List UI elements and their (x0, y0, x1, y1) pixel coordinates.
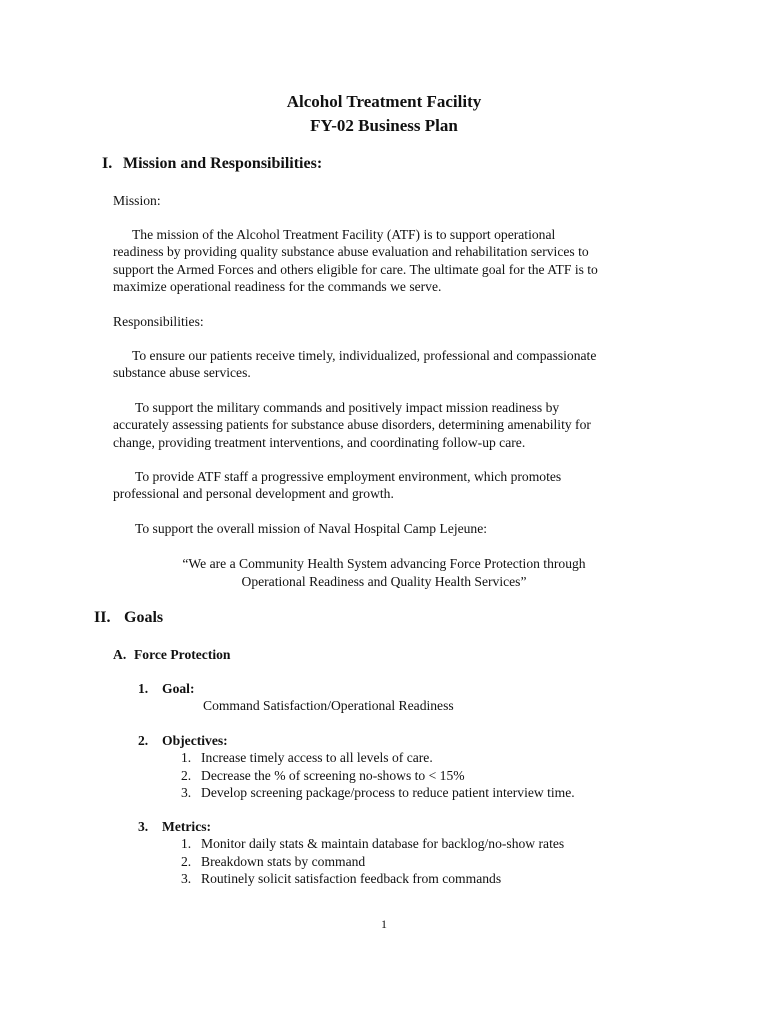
objective-number: 2. (181, 768, 192, 783)
responsibility-1-paragraph (113, 347, 653, 382)
objective-number: 1. (181, 750, 192, 765)
responsibility-line: To provide ATF staff a progressive employment environment, which promotes (135, 469, 562, 484)
responsibility-4-text: To support the overall mission of Naval Hospital Camp Lejeune: (135, 521, 488, 536)
metric-item (181, 870, 501, 887)
objectives-number: 2. (138, 733, 149, 748)
responsibility-line: substance abuse services. (113, 365, 251, 381)
objective-item (181, 749, 433, 766)
responsibility-line: professional and personal development and growth. (113, 486, 394, 502)
goal-number: 1. (138, 681, 149, 696)
mission-line: readiness by providing quality substance abuse evaluation and rehabilitation services to (113, 244, 589, 260)
document-subtitle: FY-02 Business Plan (310, 116, 458, 135)
mission-label: Mission: (113, 193, 161, 208)
subsection-a-heading: Force Protection (134, 647, 231, 662)
responsibilities-label: Responsibilities: (113, 314, 204, 329)
goal-text: Command Satisfaction/Operational Readiness (203, 698, 454, 713)
section-2-heading: Goals (124, 609, 164, 626)
responsibility-line: change, providing treatment interventions, and coordinating follow-up care. (113, 434, 526, 450)
objective-item (181, 784, 575, 801)
objective-number: 3. (181, 785, 192, 800)
metrics-label: Metrics: (162, 819, 212, 834)
section-2-number: II. (94, 609, 111, 626)
metric-text: Breakdown stats by command (201, 854, 366, 869)
section-1-heading: Mission and Responsibilities: (123, 155, 323, 172)
goal-label: Goal: (162, 681, 195, 696)
responsibility-line: To support the military commands and positively impact mission readiness by (135, 400, 560, 415)
objective-text: Develop screening package/process to reduce patient interview time. (201, 785, 575, 800)
page-number: 1 (381, 917, 387, 931)
responsibility-line: To ensure our patients receive timely, individualized, professional and compassionate (132, 348, 597, 363)
objectives-label: Objectives: (162, 733, 228, 748)
mission-paragraph (113, 226, 653, 296)
objective-text: Decrease the % of screening no-shows to < 15% (201, 768, 465, 783)
mission-line: The mission of the Alcohol Treatment Facility (ATF) is to support operational (132, 227, 556, 242)
mission-quote-line-2: Operational Readiness and Quality Health Services” (241, 574, 527, 589)
responsibility-2-paragraph (113, 399, 653, 451)
responsibility-line: accurately assessing patients for substance abuse disorders, determining amenability for (113, 417, 591, 433)
metric-text: Monitor daily stats & maintain database for backlog/no-show rates (201, 836, 565, 851)
metric-number: 3. (181, 871, 192, 886)
metric-number: 2. (181, 854, 192, 869)
subsection-a-letter: A. (113, 647, 127, 662)
metrics-number: 3. (138, 819, 149, 834)
metric-item (181, 853, 365, 870)
metric-text: Routinely solicit satisfaction feedback from commands (201, 871, 502, 886)
mission-line: maximize operational readiness for the commands we serve. (113, 279, 442, 295)
section-1-number: I. (102, 155, 113, 172)
document-title: Alcohol Treatment Facility (286, 92, 482, 111)
metric-item (181, 835, 564, 852)
objective-item (181, 767, 465, 784)
objective-text: Increase timely access to all levels of care. (201, 750, 433, 765)
responsibility-3-paragraph (113, 468, 653, 503)
mission-quote-line-1: “We are a Community Health System advancing Force Protection through (182, 556, 586, 571)
metric-number: 1. (181, 836, 192, 851)
mission-line: support the Armed Forces and others eligible for care. The ultimate goal for the ATF is to (113, 261, 598, 277)
